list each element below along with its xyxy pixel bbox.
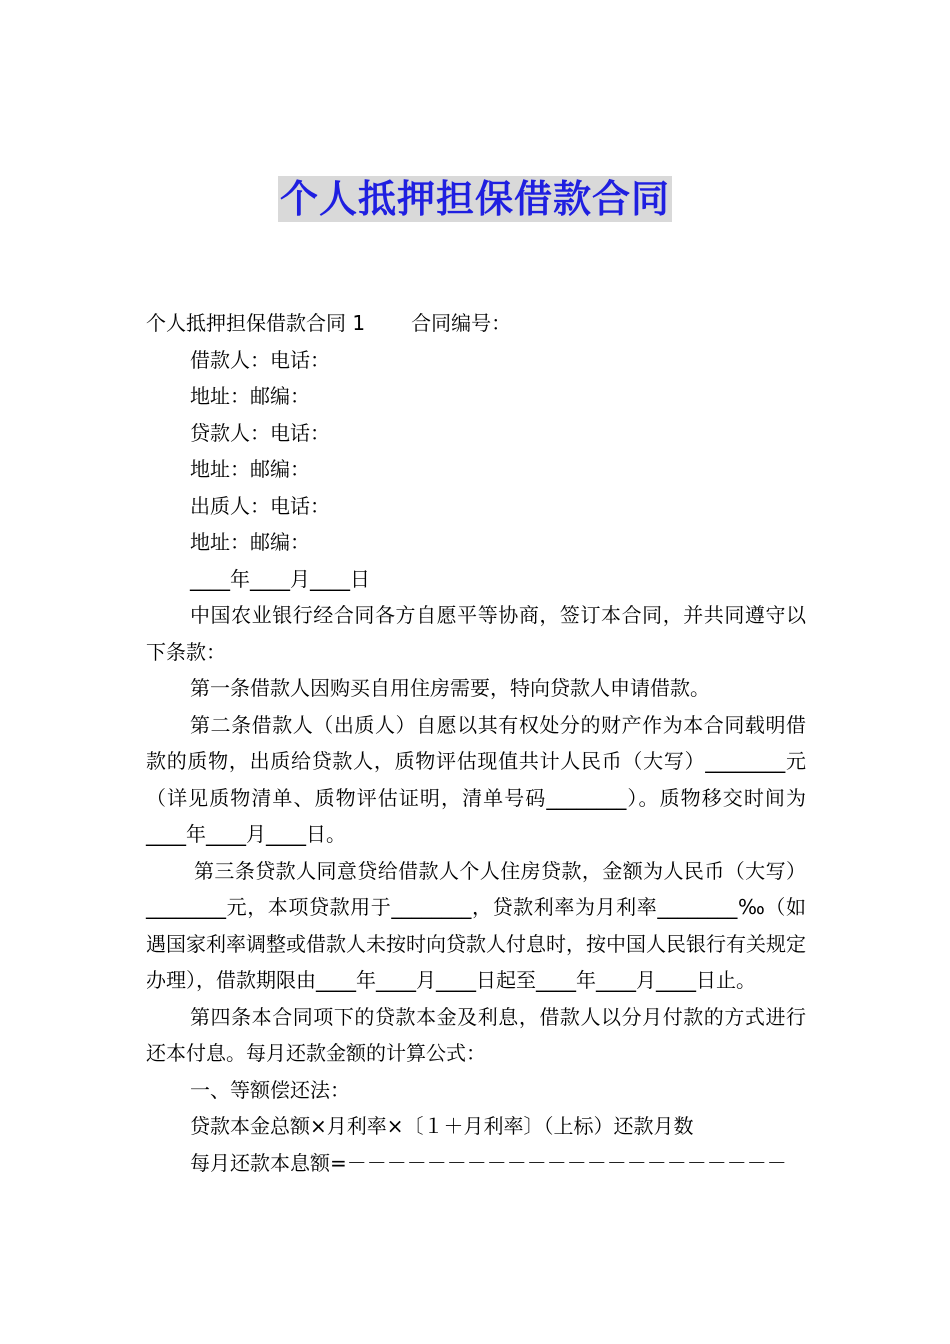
borrower-address-line: 地址：邮编： <box>190 384 310 408</box>
article-2: 第二条借款人（出质人）自愿以其有权处分的财产作为本合同载明借款的质物，出质给贷款人，质物评估现值共计人民币（大写）________元（详见质物清单、质物评估证明，清单号码________）。质物移交时间为____年____月____日。 <box>146 712 806 846</box>
pledgor-address-line: 地址：邮编： <box>190 530 310 554</box>
article-4: 第四条本合同项下的贷款本金及利息，借款人以分月付款的方式进行还本付息。每月还款金额的计算公式： <box>146 1004 806 1065</box>
intro-paragraph: 中国农业银行经合同各方自愿平等协商，签订本合同，并共同遵守以下条款： <box>146 603 806 664</box>
article-3: 第三条贷款人同意贷给借款人个人住房贷款，金额为人民币（大写）________元，本项贷款用于________，贷款利率为月利率________‰（如遇国家利率调整或借款人未按时向贷款人付息时，按中国人民银行有关规定办理），借款期限由____年____月____日起至____年____月____日止。 <box>146 858 806 992</box>
document-body <box>146 305 806 1181</box>
contract-name: 个人抵押担保借款合同 1 <box>146 311 366 335</box>
borrower-line: 借款人：电话： <box>190 347 330 372</box>
method-heading: 一、等额偿还法： <box>190 1077 350 1102</box>
document-title: 个人抵押担保借款合同 <box>279 177 670 221</box>
title-container <box>0 176 950 222</box>
formula-numerator: 贷款本金总额×月利率×〔１＋月利率〕（上标）还款月数 <box>190 1114 694 1138</box>
date-line: ____年____月____日 <box>190 566 370 591</box>
pledgor-line: 出质人：电话： <box>190 493 330 518</box>
lender-line: 贷款人：电话： <box>190 420 330 445</box>
formula-line: 每月还款本息额=－－－－－－－－－－－－－－－－－－－－－－ <box>190 1150 787 1175</box>
lender-address-line: 地址：邮编： <box>190 457 310 481</box>
article-1: 第一条借款人因购买自用住房需要，特向贷款人申请借款。 <box>190 676 710 700</box>
contract-header <box>146 305 806 342</box>
contract-number-label: 合同编号： <box>411 311 512 335</box>
